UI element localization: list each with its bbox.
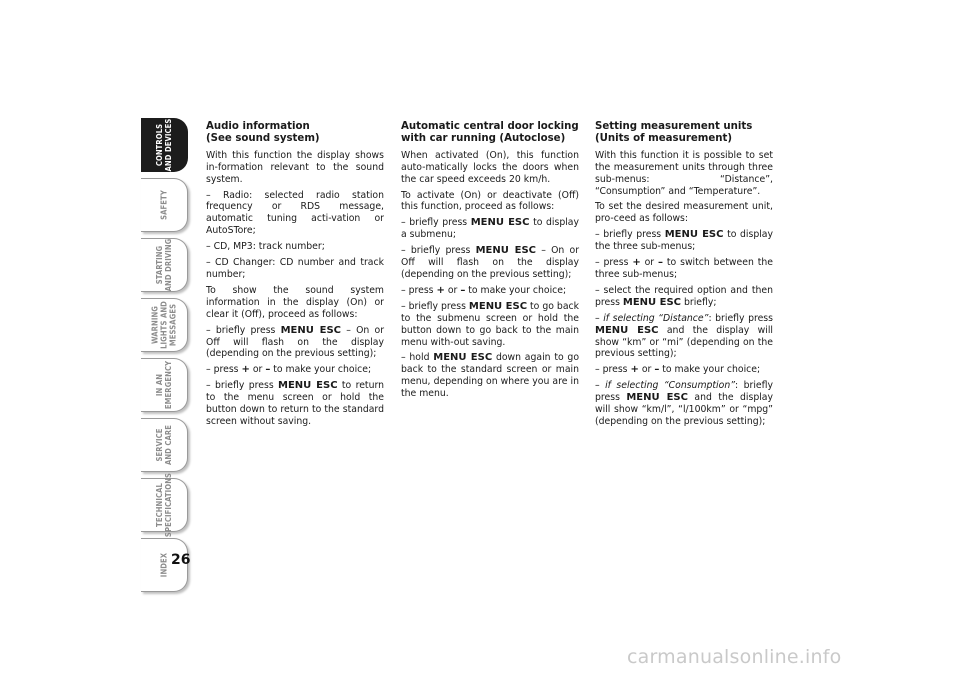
tab-label: SERVICE AND CARE — [155, 424, 173, 466]
text: to make your choice; — [270, 364, 372, 376]
section-heading — [595, 121, 773, 146]
text: – press — [401, 284, 437, 296]
text: to make your choice; — [465, 284, 567, 296]
paragraph — [595, 229, 773, 253]
minus-key: – — [460, 284, 466, 296]
text: – — [595, 312, 604, 324]
paragraph — [595, 313, 773, 361]
tab-service-and-care[interactable] — [141, 418, 188, 472]
text: or — [444, 284, 461, 296]
text: – briefly press — [401, 245, 476, 257]
text: – hold — [401, 352, 434, 364]
tab-starting-and-driving[interactable] — [141, 238, 188, 292]
paragraph — [595, 285, 773, 309]
text: – briefly press — [206, 380, 279, 392]
menu-esc-key: MENU ESC — [278, 380, 338, 392]
paragraph: To show the sound system information in the display (On) or clear it (Off), proceed as follows: — [206, 284, 384, 320]
plus-key: + — [632, 257, 641, 269]
text: and the display will show “km/l”, “l/100km” or “mpg” (depending on the previous setting); — [595, 392, 774, 427]
tab-in-an-emergency[interactable] — [141, 358, 188, 412]
text: to make your choice; — [659, 364, 761, 376]
text: – — [595, 380, 606, 392]
paragraph — [401, 352, 579, 400]
text: : briefly press — [595, 380, 773, 404]
section-heading — [206, 121, 384, 146]
heading-line: Setting measurement units — [595, 121, 753, 132]
heading-line: Audio information — [206, 121, 310, 132]
paragraph — [595, 257, 773, 281]
minus-key: – — [265, 364, 271, 376]
tab-technical-specifications[interactable] — [141, 472, 188, 538]
page-number: 26 — [171, 552, 191, 568]
watermark: carmanualsonline.info — [627, 646, 842, 668]
paragraph — [595, 380, 773, 428]
column-autoclose — [401, 121, 579, 404]
text: or — [249, 364, 266, 376]
paragraph — [401, 245, 579, 281]
text: to switch between the three sub-menus; — [595, 257, 774, 280]
paragraph — [206, 380, 384, 428]
plus-key: + — [241, 364, 250, 376]
menu-esc-key: MENU ESC — [626, 392, 688, 404]
tab-label: STARTING AND DRIVING — [155, 238, 173, 292]
text: briefly; — [681, 296, 717, 308]
plus-key: + — [436, 284, 445, 296]
paragraph — [206, 325, 384, 361]
text: – briefly press — [595, 229, 665, 241]
text: – briefly press — [206, 324, 281, 336]
text: – press — [206, 364, 242, 376]
menu-esc-key: MENU ESC — [622, 296, 682, 308]
paragraph: To set the desired measurement unit, pro-ceed as follows: — [595, 201, 773, 225]
menu-esc-key: MENU ESC — [280, 324, 341, 336]
text: and the display will show “km” or “mi” (depending on the previous setting); — [595, 324, 773, 360]
text: – briefly press — [401, 217, 471, 229]
text: – On or Off will flash on the display (depending on the previous setting); — [206, 324, 385, 360]
text: to display the three sub-menus; — [595, 229, 773, 253]
column-audio-information — [206, 121, 384, 432]
tab-label: SAFETY — [159, 190, 169, 220]
menu-esc-key: MENU ESC — [475, 245, 536, 257]
tab-safety[interactable] — [141, 178, 188, 232]
tab-warning-lights-and-messages[interactable] — [141, 298, 188, 352]
text: – On or Off will flash on the display (depending on the previous setting); — [401, 245, 580, 280]
paragraph — [401, 301, 579, 349]
text: down again to go back to the standard screen or main menu, depending on where you are in the menu. — [401, 352, 580, 400]
plus-key: + — [630, 364, 639, 376]
section-tabs — [141, 118, 191, 598]
section-heading — [401, 121, 579, 146]
text: or — [640, 257, 659, 269]
heading-line: Automatic central door locking — [401, 121, 579, 132]
menu-esc-key: MENU ESC — [433, 352, 493, 364]
text: – select the required option and then press — [595, 284, 773, 308]
menu-esc-key: MENU ESC — [595, 324, 659, 336]
minus-key: – — [654, 364, 660, 376]
text: – press — [595, 257, 633, 269]
text: to return to the menu screen or hold the button down to return to the standard screen without saving. — [206, 380, 385, 427]
paragraph — [401, 285, 579, 297]
tab-label: INDEX — [159, 552, 169, 578]
paragraph: To activate (On) or deactivate (Off) this function, proceed as follows: — [401, 189, 579, 213]
paragraph — [206, 364, 384, 376]
italic-text: if selecting “Consumption” — [605, 380, 736, 392]
heading-line: (Units of measurement) — [595, 133, 733, 145]
column-measurement-units — [595, 121, 773, 432]
paragraph — [595, 364, 773, 376]
tab-label: TECHNICAL SPECIFICATIONS — [155, 472, 173, 538]
heading-line: with car running (Autoclose) — [401, 133, 566, 145]
italic-text: if selecting “Distance” — [603, 312, 709, 324]
minus-key: – — [658, 257, 664, 269]
heading-line: (See sound system) — [206, 133, 320, 145]
menu-esc-key: MENU ESC — [664, 229, 724, 241]
tab-label: IN AN EMERGENCY — [155, 360, 173, 410]
tab-controls-and-devices[interactable] — [141, 118, 188, 172]
text: : briefly press — [708, 312, 773, 324]
text: – press — [595, 364, 631, 376]
paragraph: – Radio: selected radio station frequency or RDS message, automatic tuning acti-vation or AutoSTore; — [206, 189, 384, 237]
text: – briefly press — [401, 300, 469, 312]
paragraph: – CD, MP3: track number; — [206, 241, 325, 253]
paragraph: When activated (On), this function auto-matically locks the doors when the car speed exceeds 20 km/h. — [401, 149, 579, 185]
text: or — [638, 364, 655, 376]
paragraph: – CD Changer: CD number and track number; — [206, 257, 384, 280]
paragraph — [401, 217, 579, 241]
text: to go back to the submenu screen or hold the button down to go back to the main menu with-out saving. — [401, 300, 580, 348]
menu-esc-key: MENU ESC — [468, 300, 528, 312]
paragraph: With this function it is possible to set the measurement units through three sub-menus: “Distance”, “Consumption” and “Temperature”. — [595, 149, 773, 197]
menu-esc-key: MENU ESC — [470, 217, 530, 229]
tab-label: WARNING LIGHTS AND MESSAGES — [150, 301, 178, 349]
paragraph: With this function the display shows in-formation relevant to the sound system. — [206, 149, 384, 185]
text: to display a submenu; — [401, 217, 579, 241]
tab-label: CONTROLS AND DEVICES — [155, 118, 173, 172]
